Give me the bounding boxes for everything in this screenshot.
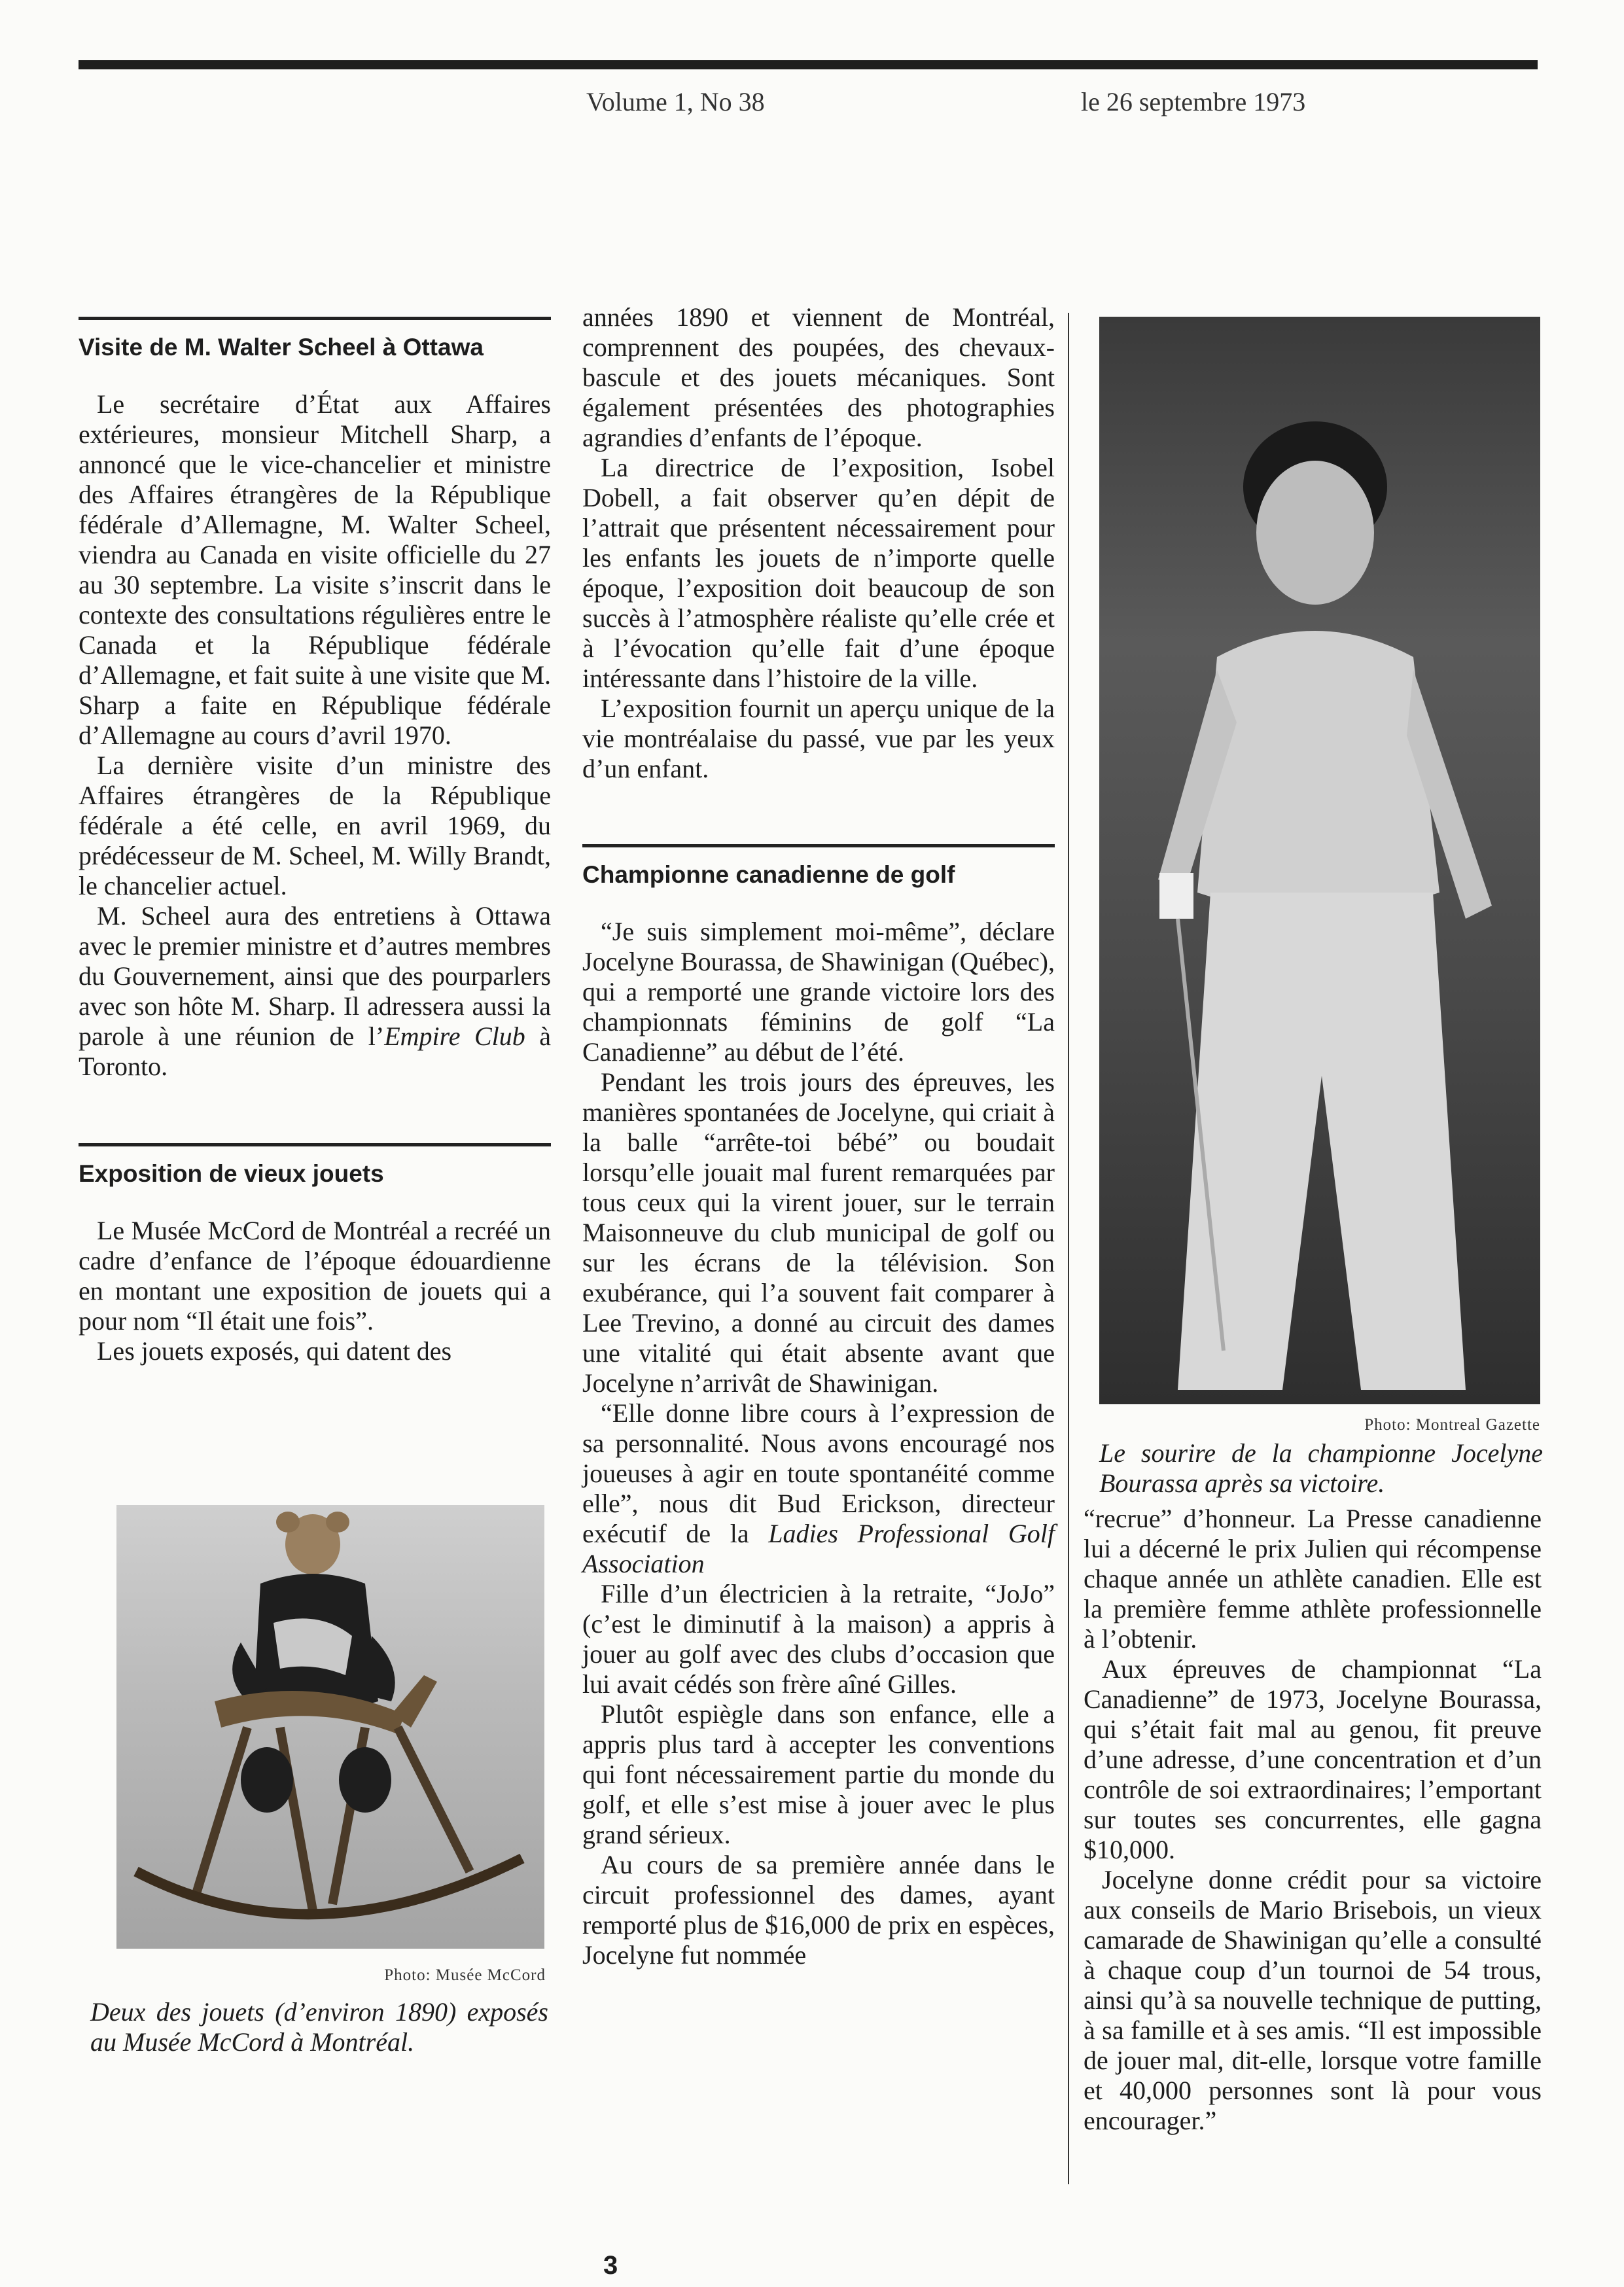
paragraph: L’exposition fournit un aperçu unique de la vie montréalaise du passé, vue par les yeux d’un enfant. [582,694,1055,783]
caption-toys: Deux des jouets (d’environ 1890) exposés au Musée McCord à Montréal. [90,1997,548,2057]
column-2 [582,302,1055,1970]
section-rule [79,317,551,320]
paragraph: Pendant les trois jours des épreuves, les manières spontanées de Jocelyne, qui criait à la balle “arrête-toi bébé” ou boudait lorsqu’elle jouait mal furent remarquées par tous ceux qui la virent jouer, sur le terrain Maisonneuve du club municipal de golf ou sur les écrans de la télévision. Son exubérance, qui l’a souvent fait comparer à Lee Trevino, a donné au circuit des dames une vitalité qui était absente avant que Jocelyne n’arrivât de Shawinigan. [582,1067,1055,1398]
article-title-jouets: Exposition de vieux jouets [79,1160,384,1187]
paragraph: Fille d’un électricien à la retraite, “JoJo” (c’est le diminutif à la maison) a appris à jouer au golf avec des clubs d’occasion que lui avait cédés son frère aîné Gilles. [582,1579,1055,1699]
header-rule [79,60,1538,69]
column-divider [1068,313,1069,2184]
caption-golf: Le sourire de la championne Jocelyne Bourassa après sa victoire. [1099,1438,1543,1498]
paragraph: “Elle donne libre cours à l’expression de sa personnalité. Nous avons encouragé nos joueuses à agir en toute spontanéité comme elle”, nous dit Bud Erickson, directeur exécutif de la Ladies Professional Golf Association [582,1398,1055,1578]
volume-number: Volume 1, No 38 [586,87,765,116]
paragraph: Le Musée McCord de Montréal a recréé un cadre d’enfance de l’époque édouardienne en montant une exposition de jouets qui a pour nom “Il était une fois”. [79,1216,551,1336]
article-title-scheel: Visite de M. Walter Scheel à Ottawa [79,334,484,361]
paragraph: années 1890 et viennent de Montréal, comprennent des poupées, des chevaux-bascule et des jouets mécaniques. Sont également présentées des photographies agrandies d’enfants de l’époque. [582,302,1055,452]
column-3 [1084,1504,1542,2136]
paragraph: M. Scheel aura des entretiens à Ottawa avec le premier ministre et d’autres membres du Gouvernement, ainsi que des pourparlers avec son hôte M. Sharp. Il adressera aussi la parole à une réunion de l’Empire Club à Toronto. [79,901,551,1081]
column-1 [79,317,551,1366]
photo-credit-toys: Photo: Musée McCord [384,1966,546,1984]
toy-photo [116,1505,544,1949]
photo-credit-golf: Photo: Montreal Gazette [1364,1416,1540,1434]
golfer-photo [1099,317,1540,1404]
rocking-horse-image [116,1505,544,1949]
paragraph: “recrue” d’honneur. La Presse canadienne lui a décerné le prix Julien qui récompense chaque année un athlète canadien. Elle est la première femme athlète professionnelle à l’obtenir. [1084,1504,1542,1654]
paragraph: Aux épreuves de championnat “La Canadienne” de 1973, Jocelyne Bourassa, qui s’était fait mal au genou, fit preuve d’une adresse, d’une concentration et d’un contrôle de soi extraordinaires; l’emportant sur toutes ses concurrentes, elle gagna $10,000. [1084,1654,1542,1864]
paragraph: Le secrétaire d’État aux Affaires extérieures, monsieur Mitchell Sharp, a annoncé que le vice-chancelier et ministre des Affaires étrangères de la République fédérale d’Allemagne, M. Walter Scheel, viendra au Canada en visite officielle du 27 au 30 septembre. La visite s’inscrit dans le contexte des consultations régulières entre le Canada et la République fédérale d’Allemagne, et fait suite à une visite que M. Sharp a faite en République fédérale d’Allemagne au cours d’avril 1970. [79,389,552,750]
paragraph: “Je suis simplement moi-même”, déclare Jocelyne Bourassa, de Shawinigan (Québec), qui a remporté une grande victoire lors des championnats féminins de golf “La Canadienne” au début de l’été. [582,917,1055,1067]
section-rule [582,844,1055,847]
paragraph: Les jouets exposés, qui datent des [97,1336,452,1366]
paragraph: La dernière visite d’un ministre des Affaires étrangères de la République fédérale a été celle, en avril 1969, du prédécesseur de M. Scheel, M. Willy Brandt, le chancelier actuel. [79,751,551,900]
paragraph: Au cours de sa première année dans le circuit professionnel des dames, ayant remporté plus de $16,000 de prix en espèces, Jocelyne fut nommée [582,1850,1055,1970]
golfer-image [1099,317,1540,1404]
page-number: 3 [603,2251,618,2280]
paragraph: Plutôt espiègle dans son enfance, elle a appris plus tard à accepter les conventions qui font nécessairement partie du monde du golf, et elle s’est mise à jouer avec le plus grand sérieux. [582,1699,1055,1849]
issue-date: le 26 septembre 1973 [1081,87,1306,116]
paragraph: La directrice de l’exposition, Isobel Dobell, a fait observer qu’en dépit de l’attrait que présentent nécessairement pour les enfants les jouets de n’importe quelle époque, l’exposition doit beaucoup de son succès à l’atmosphère réaliste qu’elle crée et à l’évocation qu’elle fait d’une époque intéressante dans l’histoire de la ville. [582,453,1055,693]
paragraph: Jocelyne donne crédit pour sa victoire aux conseils de Mario Brisebois, un vieux camarade de Shawinigan qu’elle a consulté à chaque coup d’un tournoi de 54 trous, ainsi qu’à sa nouvelle technique de putting, à sa famille et à ses amis. “Il est impossible de jouer mal, dit-elle, lorsque votre famille et 40,000 personnes sont là pour vous encourager.” [1084,1865,1542,2135]
section-rule [79,1143,551,1146]
article-title-golf: Championne canadienne de golf [582,861,955,888]
